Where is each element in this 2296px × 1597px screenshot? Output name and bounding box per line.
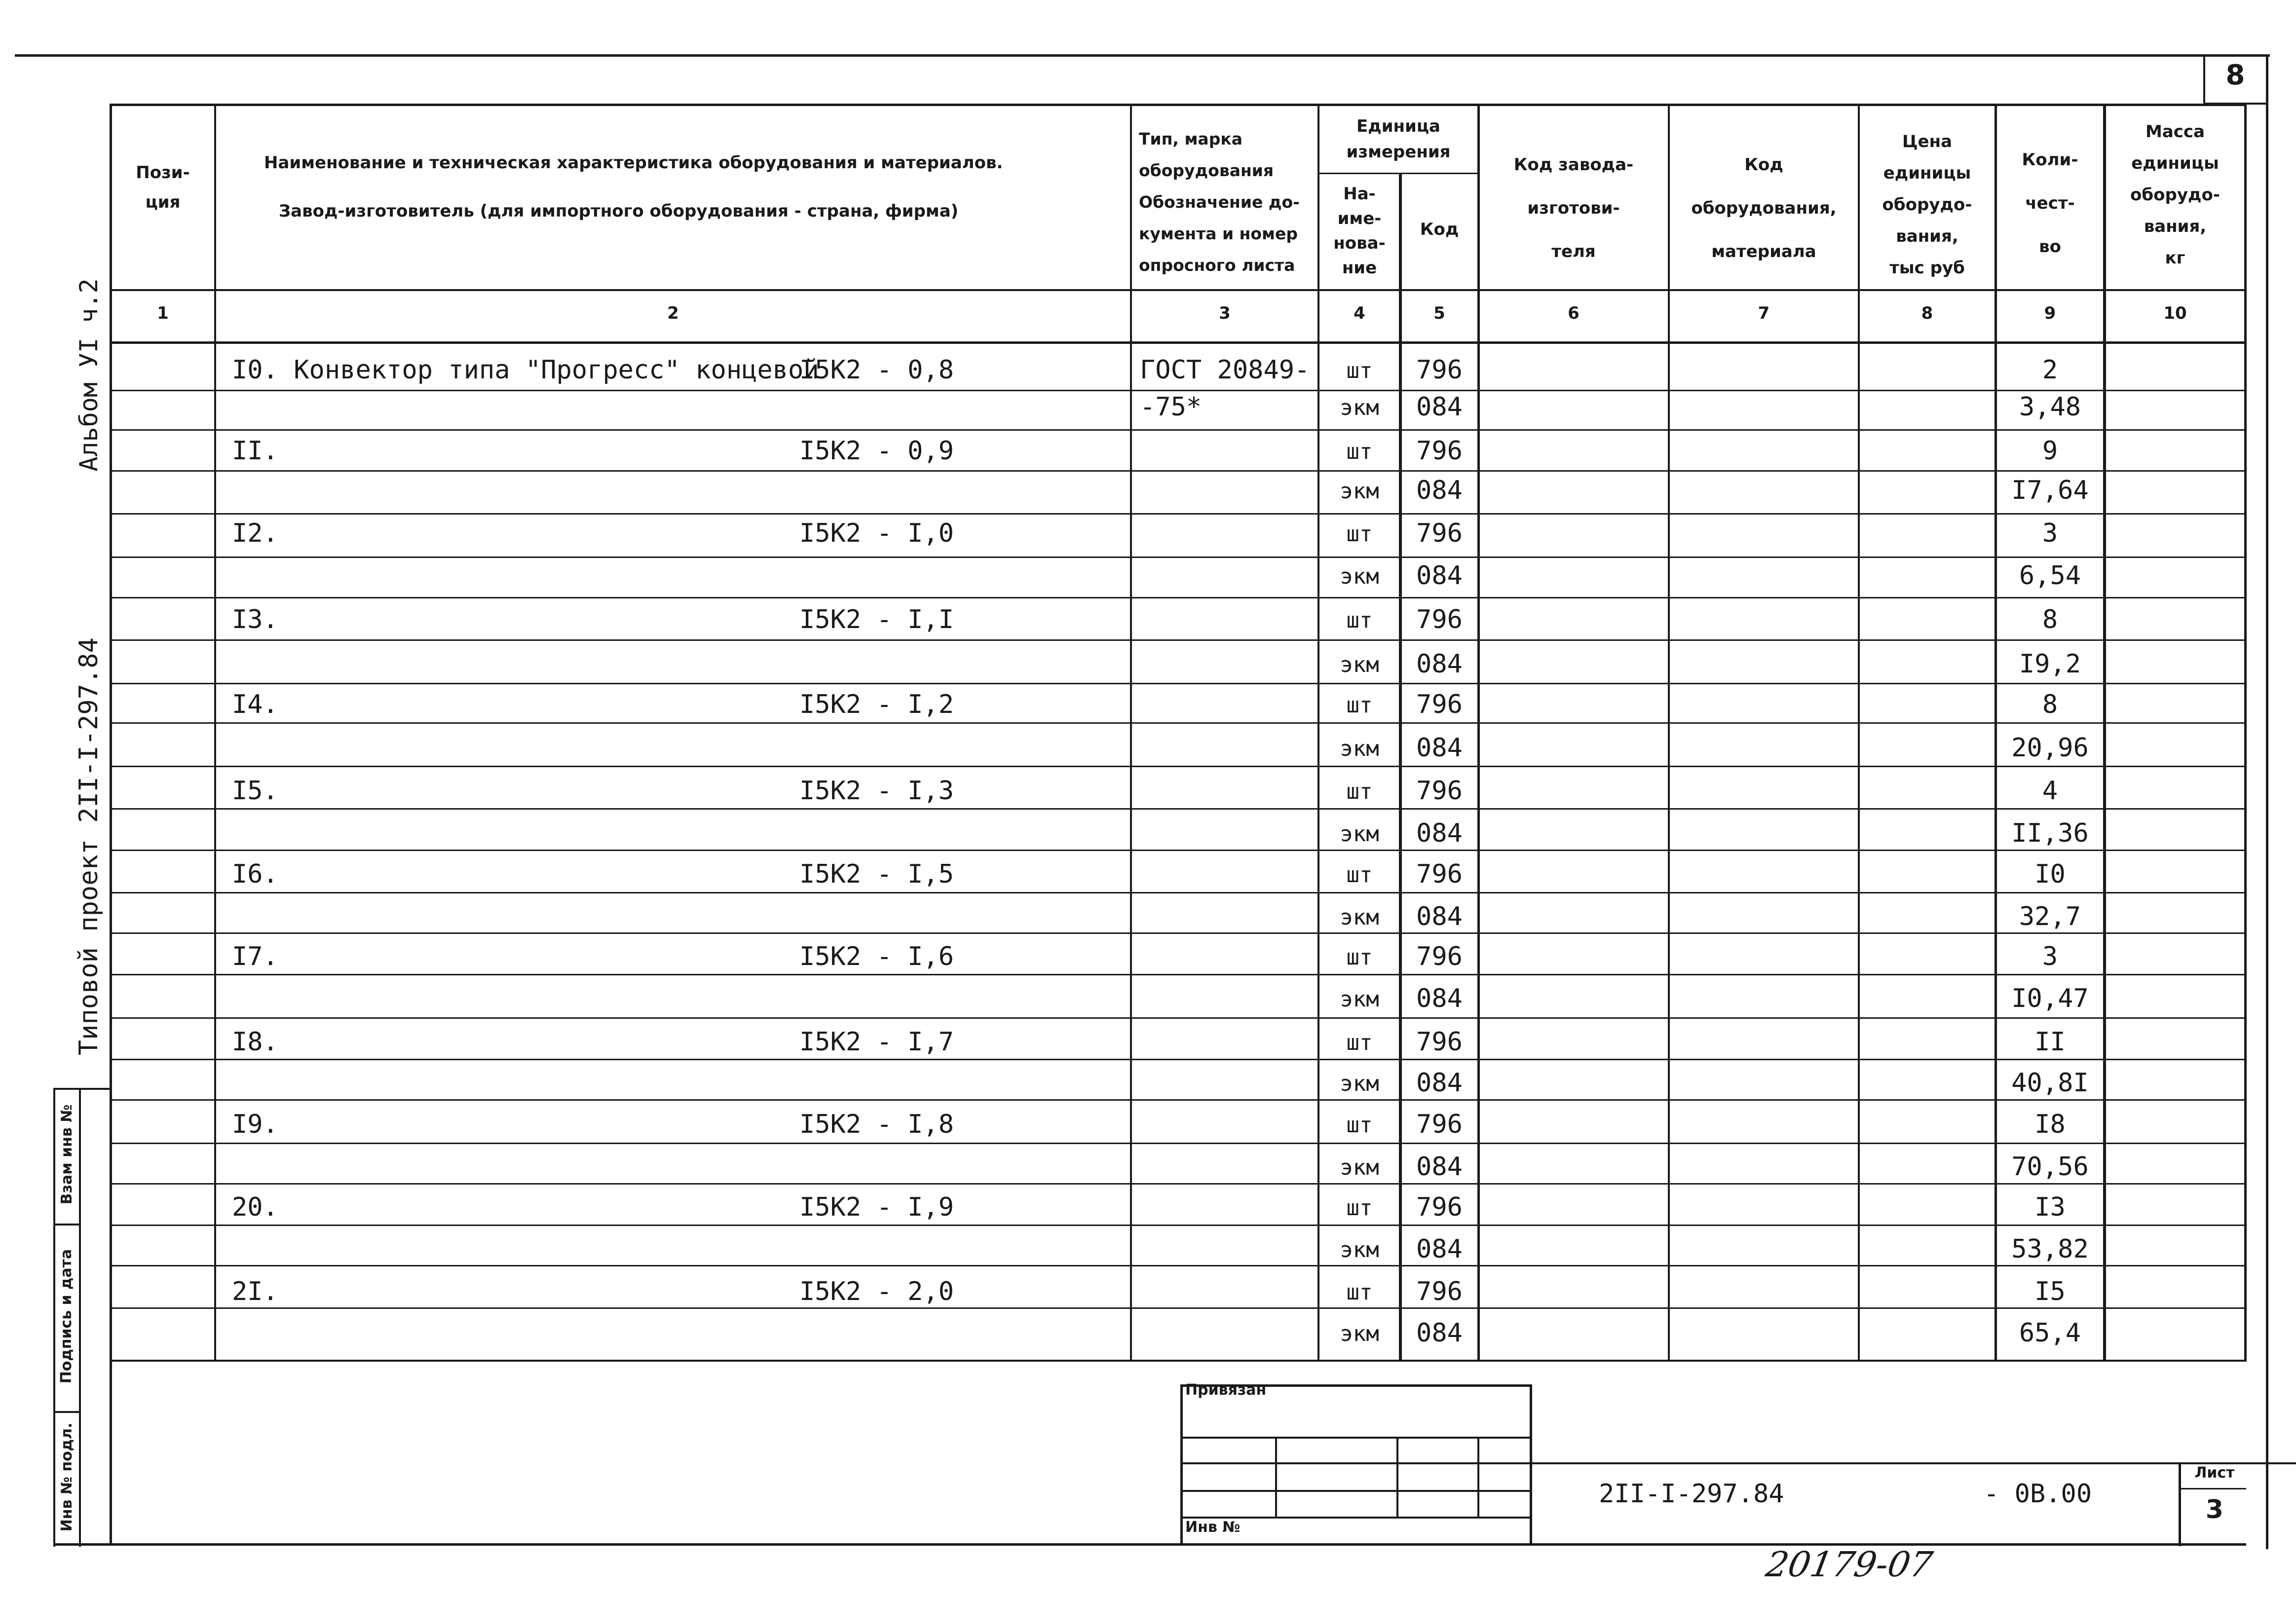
tb-list-number: 3 (2205, 1495, 2224, 1524)
header-name-line2: Завод-изготовитель (для импортного оборудования - страна, фирма) (279, 201, 959, 221)
row-separator (110, 513, 2246, 515)
header-bottom-line (110, 289, 2246, 291)
row-unit: экм (1340, 905, 1379, 930)
col-line-6 (1668, 104, 1670, 1362)
row-unit: экм (1340, 395, 1379, 420)
row-separator (110, 1143, 2246, 1144)
colnum-2: 2 (667, 303, 679, 323)
row-code: 084 (1416, 1318, 1463, 1348)
archive-number: 20179-07 (1763, 1544, 1936, 1585)
row-unit: экм (1340, 564, 1379, 589)
row-separator (110, 470, 2246, 472)
row-qty: I0 (2034, 859, 2066, 889)
row-code: 084 (1416, 561, 1463, 591)
row-qty: I5 (2034, 1277, 2066, 1306)
row-code: 796 (1416, 355, 1463, 385)
tb-suffix: - 0В.00 (1984, 1479, 2092, 1509)
row-model: I5К2 - I,9 (799, 1192, 954, 1222)
colnum-bottom-line (110, 341, 2246, 344)
col-line-2 (1130, 104, 1132, 1362)
row-model: I5К2 - I,2 (799, 690, 954, 719)
col-line-1 (214, 104, 216, 1362)
header-price: Цена единицы оборудо- вания, тыс руб (1882, 132, 1972, 278)
colnum-7: 7 (1758, 303, 1770, 323)
colnum-4: 4 (1354, 303, 1365, 323)
row-unit: экм (1340, 1071, 1379, 1096)
side-label-album: Альбом УI ч.2 (75, 278, 103, 472)
row-separator (110, 808, 2246, 810)
row-unit: шт (1346, 862, 1373, 888)
row-qty: 40,8I (2011, 1068, 2089, 1098)
colnum-9: 9 (2044, 303, 2056, 323)
row-separator (110, 1099, 2246, 1101)
header-position: Пози- ция (136, 163, 190, 212)
row-qty: I8 (2034, 1110, 2066, 1139)
row-separator (110, 766, 2246, 767)
col-line-7 (1858, 104, 1860, 1362)
stamp-strip-left (53, 1088, 55, 1547)
stamp-strip-bottom (53, 1543, 112, 1546)
row-qty: 3,48 (2019, 392, 2081, 422)
tb-line-2 (1180, 1462, 2296, 1464)
stamp-strip-right (79, 1088, 81, 1547)
row-code: 084 (1416, 1152, 1463, 1182)
row-unit: шт (1346, 358, 1373, 383)
row-model: I5К2 - I,0 (799, 519, 954, 548)
row-code: 084 (1416, 818, 1463, 848)
row-separator (110, 932, 2246, 934)
header-unit-title: Единица измерения (1346, 116, 1451, 162)
row-code: 796 (1416, 690, 1463, 719)
row-code: 084 (1416, 476, 1463, 505)
row-separator (110, 390, 2246, 391)
row-unit: экм (1340, 987, 1379, 1012)
row-unit: экм (1340, 1155, 1379, 1180)
colnum-1: 1 (157, 303, 169, 323)
header-unit-code: Код (1420, 220, 1459, 239)
stamp-label-vzam: Взам инв № (58, 1104, 75, 1205)
row-qty: 2 (2042, 355, 2058, 385)
colnum-3: 3 (1219, 303, 1231, 323)
row-code: 796 (1416, 519, 1463, 548)
row-separator (110, 597, 2246, 598)
row-code: 796 (1416, 436, 1463, 466)
side-label-project-type: Типовой проект (74, 839, 104, 1056)
row-name: I6. (232, 859, 278, 889)
row-unit: экм (1340, 652, 1379, 677)
row-unit: шт (1346, 945, 1373, 970)
colnum-5: 5 (1433, 303, 1445, 323)
row-model: I5К2 - 0,9 (799, 436, 954, 466)
row-code: 084 (1416, 392, 1463, 422)
unit-subheader-line (1318, 173, 1477, 174)
row-qty: 32,7 (2019, 902, 2081, 931)
row-code: 796 (1416, 1027, 1463, 1057)
row-qty: 3 (2042, 942, 2058, 971)
row-name: I9. (232, 1110, 278, 1139)
row-name: I2. (232, 519, 278, 548)
header-factory-code: Код завода- изготови- теля (1513, 155, 1634, 261)
tb-list-box-left (2179, 1462, 2181, 1546)
row-code: 796 (1416, 605, 1463, 634)
row-qty: 8 (2042, 605, 2058, 634)
row-separator (110, 1017, 2246, 1019)
row-name: I0. Конвектор типа "Прогресс" концевой (232, 355, 819, 385)
row-qty: 4 (2042, 776, 2058, 806)
right-border-line (2266, 54, 2268, 1549)
tb-right (1530, 1384, 1532, 1545)
row-unit: экм (1340, 479, 1379, 504)
col-line-5 (1477, 104, 1480, 1362)
row-unit: экм (1340, 1321, 1379, 1346)
row-model: I5К2 - I,8 (799, 1110, 954, 1139)
table-body-bottom-line (110, 1360, 2246, 1362)
tb-left (1180, 1384, 1183, 1545)
row-name: I4. (232, 690, 278, 719)
row-doc: ГОСТ 20849- (1140, 355, 1310, 385)
page-number-box-left (2203, 54, 2205, 104)
row-separator (110, 1059, 2246, 1060)
header-name-line1: Наименование и техническая характеристика оборудования и материалов. (264, 153, 1003, 173)
row-code: 796 (1416, 942, 1463, 971)
row-model: I5К2 - I,I (799, 605, 954, 634)
row-name: I8. (232, 1027, 278, 1057)
row-unit: шт (1346, 608, 1373, 633)
colnum-6: 6 (1568, 303, 1580, 323)
row-unit: шт (1346, 1280, 1373, 1305)
row-code: 084 (1416, 649, 1463, 679)
row-unit: экм (1340, 736, 1379, 761)
header-type-line: оборудования (1139, 161, 1274, 180)
table-right-line (2244, 104, 2247, 1362)
row-separator (110, 974, 2246, 975)
row-name: I5. (232, 776, 278, 806)
header-type-line: Обозначение до- (1139, 192, 1300, 212)
row-code: 084 (1416, 733, 1463, 763)
row-name: 2I. (232, 1277, 278, 1306)
row-separator (110, 1225, 2246, 1226)
row-qty: II (2034, 1027, 2066, 1057)
row-code: 796 (1416, 1277, 1463, 1306)
top-border-line (15, 54, 2270, 57)
tb-inv-no: Инв № (1185, 1519, 1241, 1536)
colnum-8: 8 (1921, 303, 1933, 323)
colnum-10: 10 (2163, 303, 2187, 323)
row-code: 796 (1416, 1192, 1463, 1222)
stamp-label-signature: Подпись и дата (58, 1249, 75, 1384)
header-type-line: опросного листа (1139, 256, 1295, 275)
tb-vline-2 (1396, 1437, 1398, 1519)
row-unit: шт (1346, 779, 1373, 804)
header-type-line: Тип, марка (1139, 129, 1242, 149)
row-name: 20. (232, 1192, 278, 1222)
row-code: 084 (1416, 984, 1463, 1013)
row-qty: 6,54 (2019, 561, 2081, 591)
row-separator (110, 429, 2246, 431)
tb-list-box-mid (2179, 1488, 2246, 1489)
header-type-line: кумента и номер (1139, 224, 1298, 243)
row-qty: 20,96 (2011, 733, 2089, 763)
row-separator (110, 557, 2246, 558)
tb-list-label: Лист (2194, 1464, 2235, 1482)
row-separator (110, 850, 2246, 851)
row-unit: шт (1346, 1195, 1373, 1221)
row-unit: экм (1340, 821, 1379, 847)
tb-vline-1 (1275, 1437, 1277, 1519)
tb-privyazan: Привязан (1185, 1381, 1267, 1399)
row-separator (110, 683, 2246, 684)
row-separator (110, 639, 2246, 641)
row-code: 084 (1416, 1068, 1463, 1098)
row-unit: экм (1340, 1237, 1379, 1263)
row-qty: 65,4 (2019, 1318, 2081, 1348)
row-unit: шт (1346, 439, 1373, 464)
row-qty: I7,64 (2011, 476, 2089, 505)
tb-vline-3 (1477, 1437, 1479, 1519)
row-qty: 3 (2042, 519, 2058, 548)
header-unit-name: На- име- нова- ние (1333, 184, 1386, 278)
row-model: I5К2 - 0,8 (799, 355, 954, 385)
row-unit: шт (1346, 1113, 1373, 1138)
table-top-line (110, 104, 2246, 106)
row-unit: шт (1346, 521, 1373, 547)
row-model: I5К2 - I,6 (799, 942, 954, 971)
side-label-project-number: 2II-I-297.84 (74, 637, 104, 823)
row-code: 084 (1416, 902, 1463, 931)
row-separator (110, 722, 2246, 724)
row-qty: 53,82 (2011, 1234, 2089, 1264)
header-quantity: Коли- чест- во (2022, 150, 2078, 257)
row-separator (110, 1307, 2246, 1309)
row-separator (110, 1183, 2246, 1185)
row-name: II. (232, 436, 278, 466)
row-model: I5К2 - 2,0 (799, 1277, 954, 1306)
row-separator (110, 892, 2246, 893)
row-model: I5К2 - I,5 (799, 859, 954, 889)
page-number: 8 (2225, 59, 2245, 91)
row-model: I5К2 - I,3 (799, 776, 954, 806)
header-type (1139, 123, 1300, 281)
tb-designation: 2II-I-297.84 (1599, 1479, 1784, 1509)
row-code: 796 (1416, 859, 1463, 889)
row-code: 084 (1416, 1234, 1463, 1264)
row-qty: I3 (2034, 1192, 2066, 1222)
stamp-label-inv-podl: Инв № подл. (58, 1422, 75, 1532)
row-qty: 70,56 (2011, 1152, 2089, 1182)
row-name: I7. (232, 942, 278, 971)
row-name: I3. (232, 605, 278, 634)
header-equipment-code: Код оборудования, материала (1691, 155, 1837, 261)
row-unit: шт (1346, 693, 1373, 718)
row-doc: -75* (1140, 392, 1202, 422)
row-code: 796 (1416, 776, 1463, 806)
row-qty: 8 (2042, 690, 2058, 719)
row-qty: 9 (2042, 436, 2058, 466)
row-qty: I9,2 (2019, 649, 2081, 679)
row-model: I5К2 - I,7 (799, 1027, 954, 1057)
header-mass: Масса единицы оборудо- вания, кг (2130, 122, 2220, 268)
row-code: 796 (1416, 1110, 1463, 1139)
row-unit: шт (1346, 1030, 1373, 1055)
row-qty: I0,47 (2011, 984, 2089, 1013)
col-line-9 (2103, 104, 2106, 1362)
row-separator (110, 1265, 2246, 1266)
row-qty: II,36 (2011, 818, 2089, 848)
